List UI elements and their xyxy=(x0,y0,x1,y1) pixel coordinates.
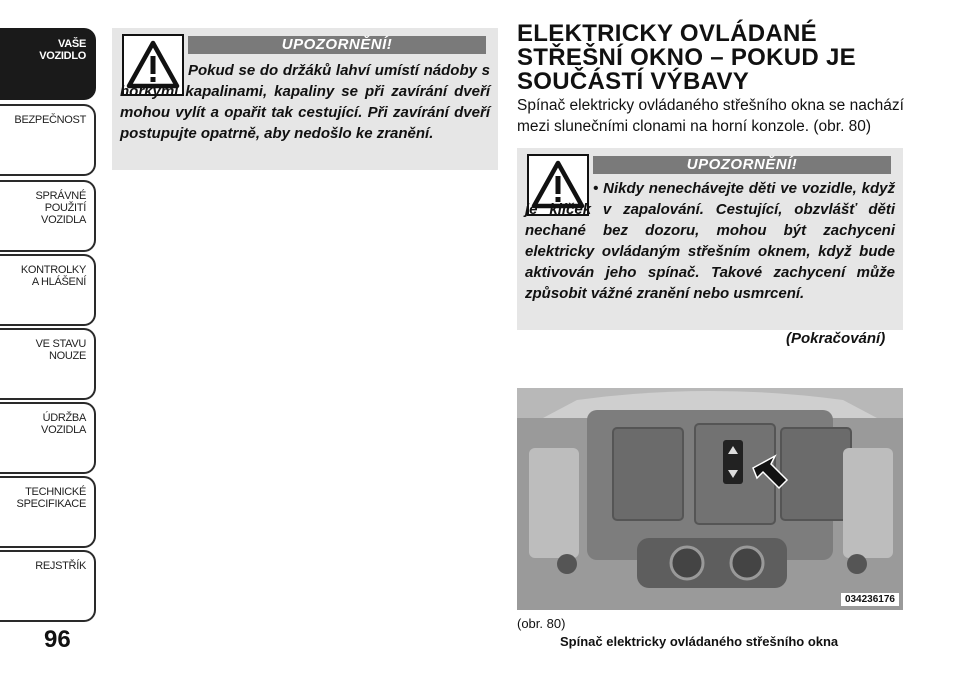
tab-label: SPRÁVNÉ xyxy=(35,190,86,202)
warning-header: UPOZORNĚNÍ! xyxy=(593,156,891,174)
warning-header: UPOZORNĚNÍ! xyxy=(188,36,486,54)
figure-code: 034236176 xyxy=(841,593,899,606)
continued-note: (Pokračování) xyxy=(786,330,886,347)
warning-text: • Nikdy nenechávejte děti ve vozidle, když je klíček v zapalování. Cestující, obzvlášť děti nechané bez dozoru, mohou být zachyceni elektricky ovládaným střešním oknem, když bude aktivován jeho spínač. Takové zachycení může způsobit vážné zranění nebo usmrcení. xyxy=(525,180,895,302)
tab-label: POUŽITÍ xyxy=(44,202,86,214)
warning-text: Pokud se do držáků lahví umístí nádoby s horkými kapalinami, kapaliny se při zavírání dveří mohou vylít a opařit tak cestující. Při zavírání dveří postupujte opatrně, aby nedošlo ke zranění. xyxy=(120,62,490,142)
tab-label: A HLÁŠENÍ xyxy=(31,276,86,288)
tab-spravne-pouziti-vozidla[interactable] xyxy=(0,180,96,252)
page-number: 96 xyxy=(44,626,71,653)
tab-rejstrik[interactable] xyxy=(0,550,96,622)
warning-box-children xyxy=(517,148,903,330)
tab-technicke-specifikace[interactable] xyxy=(0,476,96,548)
tab-vase-vozidlo[interactable] xyxy=(0,28,96,100)
tab-label: VOZIDLA xyxy=(41,424,86,436)
tab-label: ÚDRŽBA xyxy=(42,412,86,424)
sunroof-switch-photo xyxy=(517,388,903,610)
tab-label: BEZPEČNOST xyxy=(14,114,86,126)
tab-udrzba-vozidla[interactable] xyxy=(0,402,96,474)
tab-kontrolky-a-hlaseni[interactable] xyxy=(0,254,96,326)
tab-label: SPECIFIKACE xyxy=(16,498,86,510)
tab-label: VE STAVU xyxy=(35,338,86,350)
warning-box-cup-holders xyxy=(112,28,498,170)
tab-label: NOUZE xyxy=(48,350,86,362)
tab-label: REJSTŘÍK xyxy=(35,560,86,572)
tab-label: VOZIDLA xyxy=(41,214,86,226)
figure-label: (obr. 80) xyxy=(517,616,566,631)
tab-label: TECHNICKÉ xyxy=(25,486,86,498)
figure-caption: Spínač elektricky ovládaného střešního okna xyxy=(560,634,839,649)
tab-label: VAŠE xyxy=(58,38,86,50)
tab-label: VOZIDLO xyxy=(39,50,86,62)
tab-bezpecnost[interactable] xyxy=(0,104,96,176)
tab-ve-stavu-nouze[interactable] xyxy=(0,328,96,400)
section-intro: Spínač elektricky ovládaného střešního okna se nachází mezi slunečními clonami na horní konzole. (obr. 80) xyxy=(517,97,904,135)
section-title: ELEKTRICKY OVLÁDANÉ STŘEŠNÍ OKNO – POKUD JE SOUČÁSTÍ VÝBAVY xyxy=(517,20,856,95)
tab-label: KONTROLKY xyxy=(20,264,86,276)
